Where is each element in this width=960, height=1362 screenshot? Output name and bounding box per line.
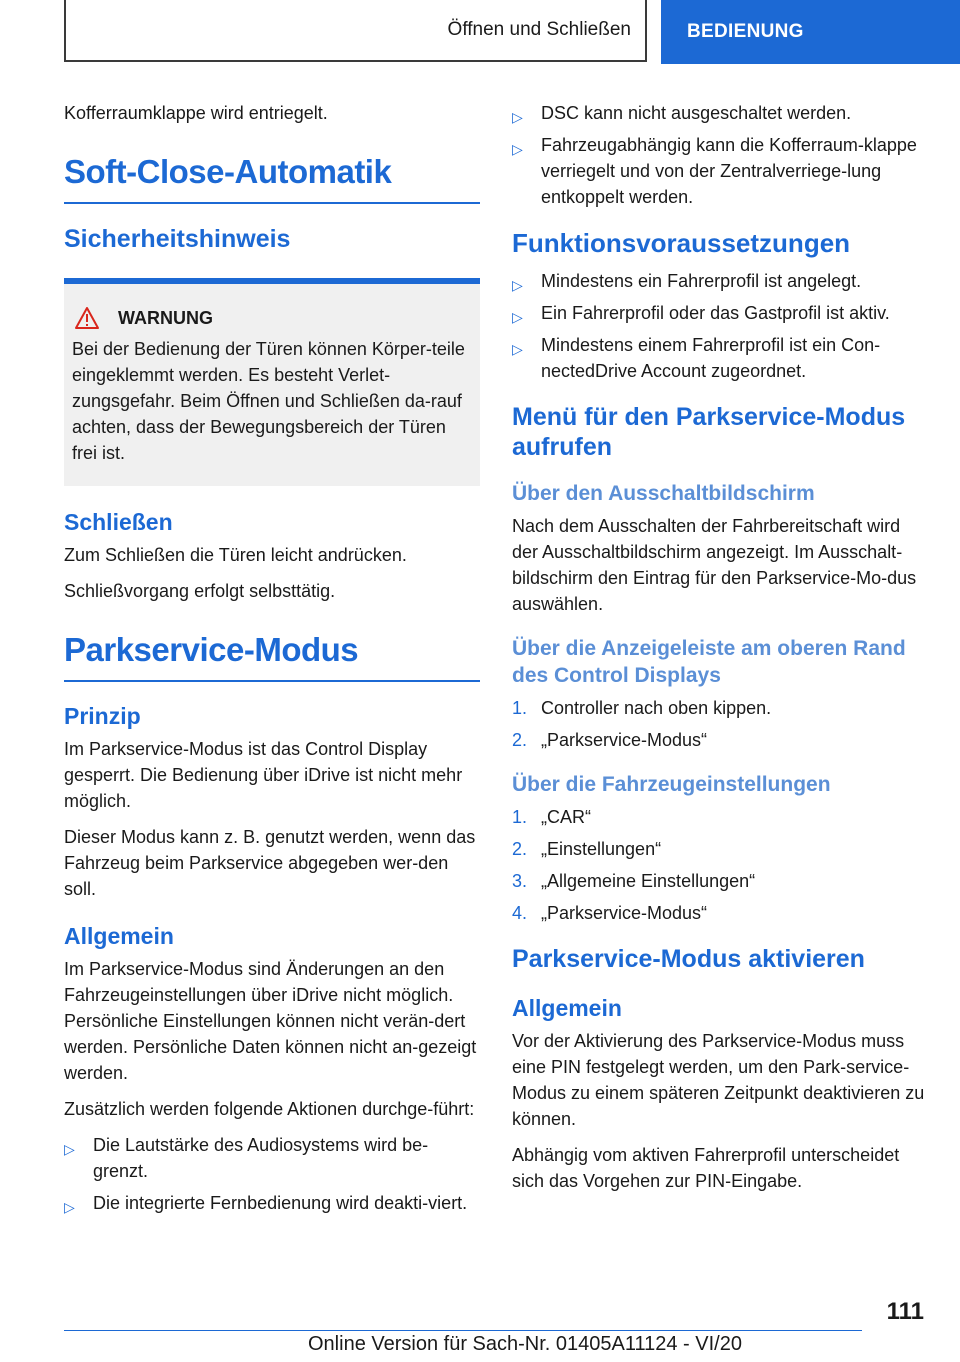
general-text-1: Im Parkservice-Modus sind Änderungen an den Fahrzeugeinstellungen über iDrive nicht möglich. Persönliche Einstellungen können nicht verän-dert werden. Persönliche Daten können nicht an-gezeigt werden.: [64, 959, 477, 1083]
heading-switchoff: Über den Ausschaltbildschirm: [512, 482, 815, 505]
list-item: 1. Controller nach oben kippen.: [512, 698, 772, 718]
warning-text: Bei der Bedienung der Türen können Körper-teile eingeklemmt werden. Es besteht Verlet-zungsgefahr. Beim Öffnen und Schließen da-rauf achten, dass der Bewegungsbereich der Türen frei ist.: [72, 339, 465, 463]
list-item: 3. „Allgemeine Einstellungen“: [512, 871, 756, 891]
list-item: ▷ DSC kann nicht ausgeschaltet werden.: [512, 100, 928, 126]
footer-divider: [64, 1330, 862, 1331]
general-text-2: Zusätzlich werden folgende Aktionen durchge-führt:: [64, 1099, 475, 1119]
intro-text: Kofferraumklappe wird entriegelt.: [64, 103, 328, 123]
heading-activate: Parkservice-Modus aktivieren: [512, 945, 865, 973]
close-text-1: Zum Schließen die Türen leicht andrücken.: [64, 545, 407, 565]
heading-vehicle-settings: Über die Fahrzeugeinstellungen: [512, 773, 831, 796]
switchoff-text: Nach dem Ausschalten der Fahrbereitschaft wird der Ausschaltbildschirm angezeigt. Im Ausschalt-bildschirm den Eintrag für den Parkservice-Mo-dus auswählen.: [512, 516, 917, 614]
list-item: ▷ Mindestens einem Fahrerprofil ist ein Con-nectedDrive Account zugeordnet.: [512, 335, 881, 381]
activate-text-1: Vor der Aktivierung des Parkservice-Modus muss eine PIN festgelegt werden, um den Park-service-Modus zu einem späteren Zeitpunkt deaktivieren zu können.: [512, 1031, 925, 1129]
heading-requirements: Funktionsvoraussetzungen: [512, 228, 851, 258]
display-bar-steps: [512, 695, 928, 753]
triangle-bullet-icon: ▷: [64, 1141, 75, 1157]
warning-header: [72, 306, 470, 330]
list-item: 1. „CAR“: [512, 807, 591, 827]
triangle-bullet-icon: ▷: [512, 277, 523, 293]
list-item: ▷ Ein Fahrerprofil oder das Gastprofil ist aktiv.: [512, 300, 928, 326]
page-number: 111: [886, 1298, 924, 1325]
list-item: ▷ Fahrzeugabhängig kann die Kofferraum-klappe verriegelt und von der Zentralverriege-lung entkoppelt werden.: [512, 135, 917, 207]
left-column: [64, 100, 480, 1228]
heading-softclose: Soft-Close-Automatik: [64, 152, 480, 204]
chapter-tab[interactable]: BEDIENUNG: [661, 0, 960, 64]
heading-display-bar: Über die Anzeigeleiste am oberen Rand des Control Displays: [512, 637, 906, 687]
list-item: 4. „Parkservice-Modus“: [512, 903, 708, 923]
page-header: [64, 0, 960, 64]
principle-text-1: Im Parkservice-Modus ist das Control Display gesperrt. Die Bedienung über iDrive ist nicht mehr möglich.: [64, 739, 463, 811]
actions-list-continued: [512, 100, 928, 210]
heading-parkservice: Parkservice-Modus: [64, 630, 480, 682]
activate-text-2: Abhängig vom aktiven Fahrerprofil unterscheidet sich das Vorgehen zur PIN-Eingabe.: [512, 1145, 900, 1191]
heading-general: Allgemein: [64, 923, 174, 949]
heading-principle: Prinzip: [64, 703, 141, 729]
heading-close: Schließen: [64, 509, 173, 535]
heading-general-right: Allgemein: [512, 995, 622, 1021]
close-text-2: Schließvorgang erfolgt selbsttätig.: [64, 581, 336, 601]
triangle-bullet-icon: ▷: [512, 141, 523, 157]
list-item: ▷ Die integrierte Fernbedienung wird deakti-viert.: [64, 1190, 480, 1216]
list-item: 2. „Parkservice-Modus“: [512, 730, 708, 750]
right-column: [512, 100, 928, 1204]
list-item: ▷ Die Lautstärke des Audiosystems wird be-grenzt.: [64, 1135, 429, 1181]
heading-menu: Menü für den Parkservice-Modus aufrufen: [512, 403, 906, 461]
triangle-bullet-icon: ▷: [512, 309, 523, 325]
principle-text-2: Dieser Modus kann z. B. genutzt werden, wenn das Fahrzeug beim Parkservice abgegeben wer-den soll.: [64, 827, 476, 899]
warning-title: WARNUNG: [118, 307, 213, 328]
list-item: ▷ Mindestens ein Fahrerprofil ist angelegt.: [512, 268, 928, 294]
warning-triangle-icon: [74, 306, 100, 330]
vehicle-settings-steps: [512, 804, 928, 926]
heading-safety: Sicherheitshinweis: [64, 225, 291, 253]
triangle-bullet-icon: ▷: [512, 341, 523, 357]
actions-list: [64, 1132, 480, 1216]
triangle-bullet-icon: ▷: [512, 109, 523, 125]
warning-box: [64, 278, 480, 486]
list-item: 2. „Einstellungen“: [512, 839, 662, 859]
requirements-list: [512, 268, 928, 384]
triangle-bullet-icon: ▷: [64, 1199, 75, 1215]
footer-version-text: Online Version für Sach-Nr. 01405A11124 - VI/20: [308, 1333, 742, 1355]
section-title: Öffnen und Schließen: [64, 0, 647, 62]
